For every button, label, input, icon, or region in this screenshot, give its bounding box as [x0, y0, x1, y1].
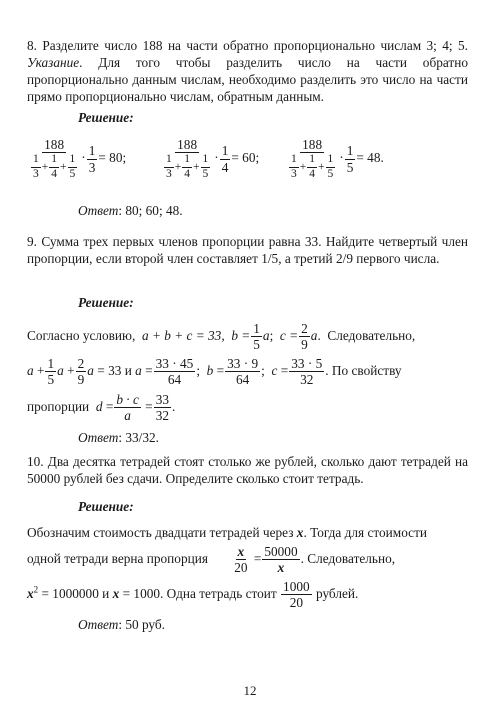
problem-8-formula-2: 188 $\frac{1}{3}$ + $\frac{1}{4}$ + $\frac{1}{5}$ · $\frac{1}{4}$ = 60;: [166, 137, 260, 180]
problem-9-line-3: пропорции d = $\frac{b \cdot c}{a}$ = $\frac{33}{32}$ .: [27, 392, 176, 424]
problem-9-question: 9. Сумма трех первых членов пропорции равна 33. Найдите четвертый член пропорции, если второй член составляет 1/5, а третий 2/9 первого числа.: [27, 234, 468, 266]
formula-1: 188 $\frac{1}{3}$ + $\frac{1}{4}$ + $\frac{1}{5}$: [33, 137, 76, 180]
problem-10-answer: Ответ: 50 руб.: [78, 617, 165, 632]
problem-8: [27, 37, 468, 105]
problem-9-line-2: a + $\frac{1}{5}$ a + $\frac{2}{9}$ a = 33 и a = $\frac{33 \cdot 45}{64}$ ; b = $\frac{33 \cdot 9}{64}$ ; c = $\frac{33 \cdot 5}{32}$ . По свойству: [27, 356, 402, 388]
hint-label: Указание: [27, 55, 80, 70]
problem-10-solution-header: Решение:: [78, 499, 134, 514]
problem-9-solution-header: Решение:: [78, 295, 134, 310]
problem-8-answer: Ответ: 80; 60; 48.: [78, 203, 183, 218]
problem-8-solution-header: Решение:: [78, 110, 134, 125]
hint-text: . Для того чтобы разделить число на части обратно пропорционально данным числам, необходимо разделить это число на части прямо пропорционально числам, обратным данным.: [27, 55, 468, 104]
problem-10-line-2: одной тетради верна пропорция $\frac{x}{20}$ = $\frac{50000}{x}$ . Следовательно,: [27, 544, 396, 576]
problem-8-question: 8. Разделите число 188 на части обратно пропорционально числам 3; 4; 5.: [27, 38, 468, 53]
problem-10-question: 10. Два десятка тетрадей стоят столько же рублей, сколько дают тетрадей на 50000 рублей без сдачи. Определите сколько стоит тетрадь.: [27, 454, 468, 486]
problem-8-formula-3: 188 $\frac{1}{3}$ + $\frac{1}{4}$ + $\frac{1}{5}$ · $\frac{1}{5}$ = 48.: [291, 137, 384, 180]
problem-10-line-1: Обозначим стоимость двадцати тетрадей через x. Тогда для стоимости: [27, 525, 428, 540]
problem-10-line-3: $x^2 = 1000000$ и x = 1000. Одна тетрадь стоит $\frac{1000}{20}$ рублей.: [27, 579, 359, 611]
problem-9-line-1: Согласно условию, a + b + c = 33, b = $\frac{1}{5}$ a; c = $\frac{2}{9}$ a. Следовательно,: [27, 321, 416, 353]
page-number: 12: [243, 683, 257, 698]
problem-8-formulas: 188 $\frac{1}{3}$ + $\frac{1}{4}$ + $\frac{1}{5}$ · $\frac{1}{3}$ = 80;: [27, 138, 126, 180]
problem-9-answer: Ответ: 33/32.: [78, 430, 159, 445]
